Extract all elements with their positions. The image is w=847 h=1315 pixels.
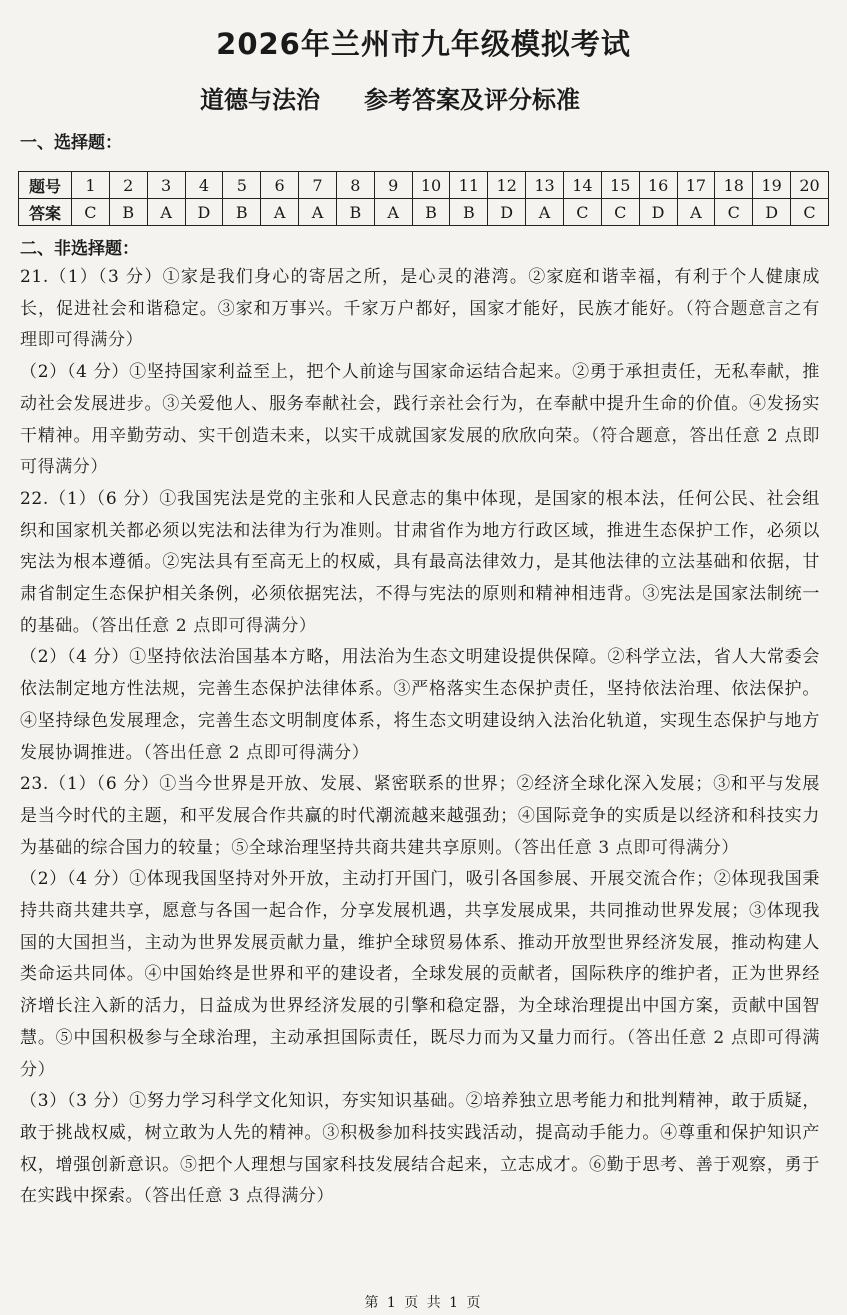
answer-text: 21.（1）（3 分）①家是我们身心的寄居之所，是心灵的港湾。②家庭和谐幸福，有利于个人健康成长，促进社会和谐稳定。③家和万事兴。千家万户都好，国家才能好，民族才能好。 — [20, 267, 820, 319]
answer-cell: B — [109, 199, 147, 226]
answer-paragraph — [20, 864, 820, 1086]
answer-paragraph — [20, 769, 820, 864]
answer-cell: A — [677, 199, 715, 226]
answer-cell: D — [639, 199, 677, 226]
answer-cell: C — [563, 199, 601, 226]
answer-text: （3）（3 分）①努力学习科学文化知识，夯实知识基础。②培养独立思考能力和批判精神，敢于质疑，敢于挑战权威，树立敢为人先的精神。③积极参加科技实践活动，提高动手能力。④尊重和保护知识产权，增强创新意识。⑤把个人理想与国家科技发展结合起来，立志成才。⑥勤于思考、善于观察，勇于在实践中探索。 — [20, 1091, 820, 1207]
answer-cell: A — [526, 199, 564, 226]
answer-paragraph — [20, 262, 820, 357]
scoring-note: （答出任意 3 点得满分） — [143, 1186, 335, 1207]
answer-text: 22.（1）（6 分）①我国宪法是党的主张和人民意志的集中体现，是国家的根本法，任何公民、社会组织和国家机关都必须以宪法和法律为行为准则。甘肃省作为地方行政区域，推进生态保护工作，必须以宪法为根本遵循。②宪法具有至高无上的权威，具有最高法律效力，是其他法律的立法基础和依据，甘肃省制定生态保护相关条例，必须依据宪法，不得与宪法的原则和精神相违背。③宪法是国家法制统一的基础。 — [20, 488, 820, 636]
scoring-note: （符合题意，答出任意 2 点即可得满分） — [20, 425, 821, 478]
scoring-note: （符合题意言之有理即可得满分） — [20, 298, 820, 351]
answer-paragraph — [20, 642, 820, 769]
answer-cell: B — [223, 199, 261, 226]
question-number: 1 — [72, 172, 110, 199]
page-title: 2026年兰州市九年级模拟考试 — [216, 27, 631, 61]
question-number: 2 — [109, 172, 147, 199]
page-subtitle — [200, 80, 580, 115]
answer-cell: C — [715, 199, 753, 226]
answer-standard-title: 参考答案及评分标准 — [364, 86, 580, 114]
question-number: 13 — [526, 172, 564, 199]
answer-text: （2）（4 分）①坚持依法治国基本方略，用法治为生态文明建设提供保障。②科学立法，省人大常委会依法制定地方性法规，完善生态保护法律体系。③严格落实生态保护责任，坚持依法治理、依法保护。④坚持绿色发展理念，完善生态文明制度体系，将生态文明建设纳入法治化轨道，实现生态保护与地方发展协调推进。 — [20, 647, 820, 763]
question-number-row — [19, 172, 829, 199]
question-number: 8 — [336, 172, 374, 199]
answer-cell: D — [753, 199, 791, 226]
answer-text: （2）（4 分）①坚持国家利益至上，把个人前途与国家命运结合起来。②勇于承担责任，无私奉献，推动社会发展进步。③关爱他人、服务奉献社会，践行亲社会行为，在奉献中提升生命的价值。④发扬实干精神。用辛勤劳动、实干创造未来，以实干成就国家发展的欣欣向荣。 — [20, 362, 820, 446]
question-number: 17 — [677, 172, 715, 199]
answer-cell: C — [601, 199, 639, 226]
answer-cell: A — [147, 199, 185, 226]
answer-cell: B — [336, 199, 374, 226]
question-number: 9 — [374, 172, 412, 199]
question-number: 7 — [299, 172, 337, 199]
answer-cell: A — [261, 199, 299, 226]
answer-paragraph — [20, 484, 820, 643]
section-heading-choice: 一、选择题： — [20, 133, 122, 153]
answer-paragraph — [20, 1086, 820, 1213]
question-number: 5 — [223, 172, 261, 199]
question-number: 12 — [488, 172, 526, 199]
answer-body — [20, 262, 820, 1213]
question-number: 18 — [715, 172, 753, 199]
answer-cell: D — [488, 199, 526, 226]
answer-cell: A — [374, 199, 412, 226]
answer-cell: C — [791, 199, 829, 226]
question-number: 11 — [450, 172, 488, 199]
question-number: 14 — [563, 172, 601, 199]
section-heading-nonchoice: 二、非选择题： — [20, 239, 139, 259]
question-number: 3 — [147, 172, 185, 199]
scoring-note: （答出任意 2 点即可得满分） — [143, 742, 370, 763]
answer-cell: C — [72, 199, 110, 226]
scoring-note: （答出任意 2 点即可得满分） — [90, 615, 317, 636]
answer-cell: A — [299, 199, 337, 226]
answer-text: 23.（1）（6 分）①当今世界是开放、发展、紧密联系的世界；②经济全球化深入发展；③和平与发展是当今时代的主题，和平发展合作共赢的时代潮流越来越强劲；④国际竞争的实质是以经济和科技实力为基础的综合国力的较量；⑤全球治理坚持共商共建共享原则。 — [20, 774, 820, 858]
answer-cell: B — [450, 199, 488, 226]
question-number: 20 — [791, 172, 829, 199]
question-number: 15 — [601, 172, 639, 199]
answer-cell: D — [185, 199, 223, 226]
scoring-note: （答出任意 3 点即可得满分） — [512, 837, 739, 858]
answer-cell: B — [412, 199, 450, 226]
subject-name: 道德与法治 — [200, 86, 320, 114]
scoring-note: （答出任意 2 点即可得满分） — [20, 1027, 820, 1080]
row-label-question: 题号 — [19, 172, 72, 199]
row-label-answer: 答案 — [19, 199, 72, 226]
question-number: 4 — [185, 172, 223, 199]
question-number: 6 — [261, 172, 299, 199]
answer-row — [19, 199, 829, 226]
answer-table — [18, 171, 829, 226]
question-number: 19 — [753, 172, 791, 199]
question-number: 10 — [412, 172, 450, 199]
page-footer: 第 1 页 共 1 页 — [364, 1295, 483, 1311]
answer-text: （2）（4 分）①体现我国坚持对外开放，主动打开国门，吸引各国参展、开展交流合作；②体现我国秉持共商共建共享，愿意与各国一起合作，分享发展机遇，共享发展成果，共同推动世界发展；③体现我国的大国担当，主动为世界发展贡献力量，维护全球贸易体系、推动开放型世界经济发展，推动构建人类命运共同体。④中国始终是世界和平的建设者，全球发展的贡献者，国际秩序的维护者，正为世界经济增长注入新的活力，日益成为世界经济发展的引擎和稳定器，为全球治理提出中国方案，贡献中国智慧。⑤中国积极参与全球治理，主动承担国际责任，既尽力而为又量力而行。 — [20, 869, 820, 1048]
question-number: 16 — [639, 172, 677, 199]
answer-paragraph — [20, 357, 820, 484]
